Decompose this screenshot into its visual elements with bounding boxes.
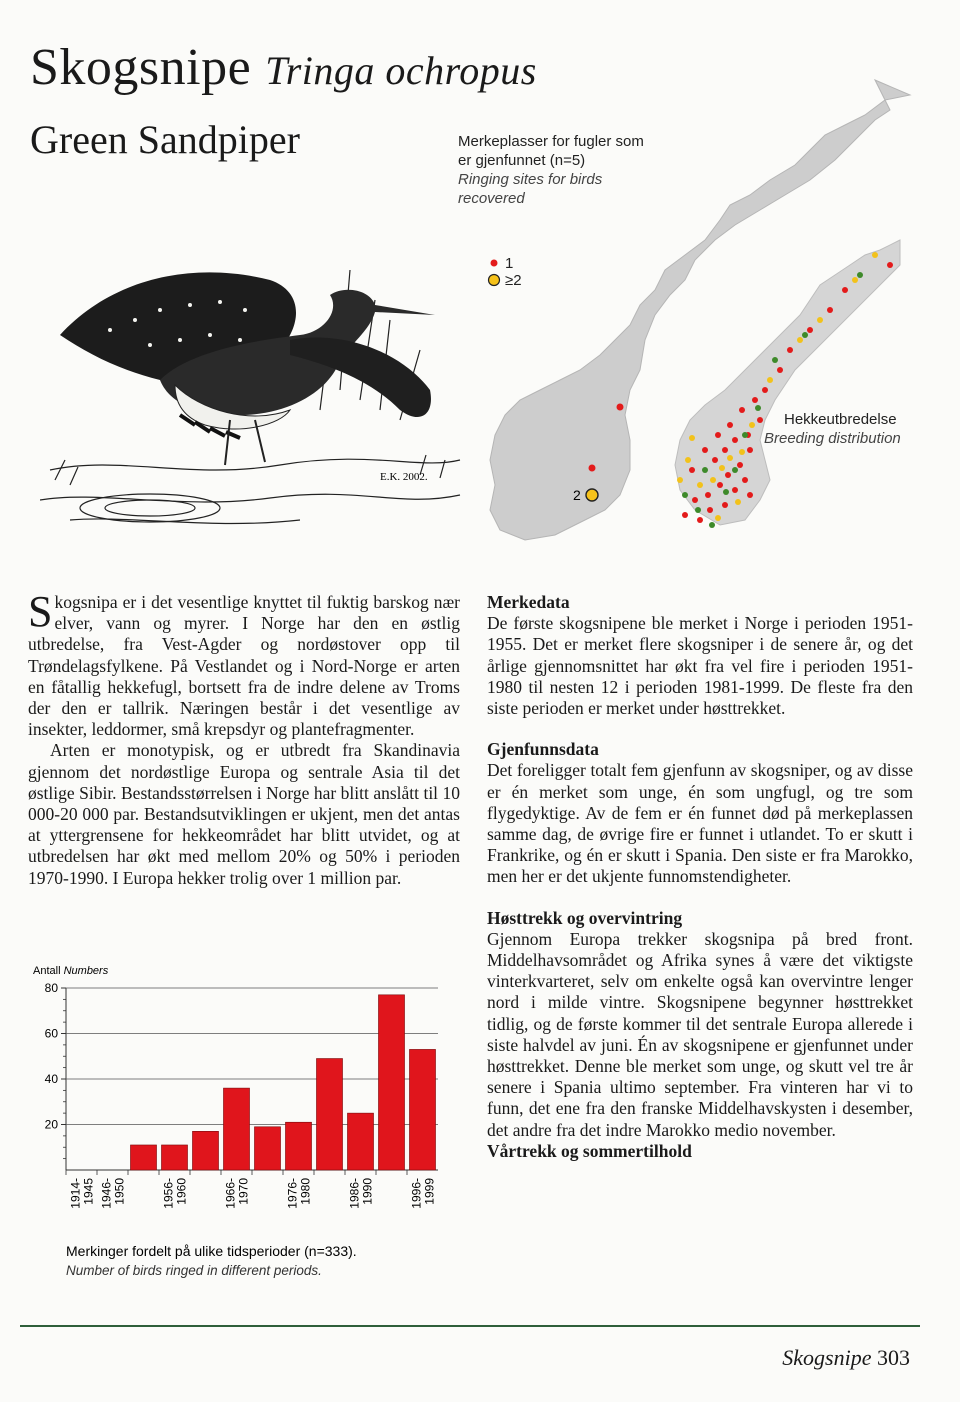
map-key-single: 1 <box>505 255 514 272</box>
species-title <box>30 38 537 101</box>
distribution-paragraph: Arten er monotypisk, og er utbredt fra Skandinavia gjennom det nordøstlige Europa og sentrale Asia til det østlige Sibir. Bestandsstørrelsen i Norge har blitt anslått til 10 000-20 000 par. Bestandsutviklingen er ukjent, men det antas at yttergrensene for hekkeområdet har blitt utvidet, og at utbredelsen har økt med mellom 20% og 50% i perioden 1970-1990. I Europa hekker trolig over 1 million par. <box>28 740 460 888</box>
chart-bar <box>285 1122 311 1170</box>
chart-xtick-label: 1950 <box>112 1178 127 1205</box>
heading-merkedata: Merkedata <box>487 592 570 612</box>
ringing-bar-chart <box>28 960 468 1290</box>
heading-gjenfunnsdata: Gjenfunnsdata <box>487 739 599 760</box>
right-text-column <box>487 592 913 1162</box>
chart-xtick-label: 1970 <box>236 1178 251 1205</box>
hosttrekk-paragraph: Gjennom Europa trekker skogsnipa på bred front. Middelhavsområdet og Afrika synes å være det viktigste vinterkvarteret, selv om enkelte også kan overvintre lenger nord i milde vintre. Skogsnipene begynner høsttrekket tidlig, og de første kommer til det sentrale Europa allerede i siste halvdel av juni. Én av skogsnipene er gjenfunnet under høsttrekket. Denne ble merket som unge, og skutt vel tre år senere i Spania ultimo september. Fra vinteren har vi to funn, det ene fra den franske Middelhavskysten i desember, det andre fra det indre Marokko medio november. <box>487 928 913 1140</box>
chart-ylabel: Antall Numbers <box>33 965 109 977</box>
page-number: 303 <box>877 1345 910 1370</box>
chart-bar <box>192 1131 218 1170</box>
title-english: Green Sandpiper <box>30 117 300 162</box>
legend-dot-multiple <box>489 275 500 286</box>
breeding-legend <box>784 410 897 429</box>
title-scientific: Tringa ochropus <box>265 48 537 93</box>
norway-breeding-map <box>675 240 900 525</box>
chart-bar <box>223 1088 249 1170</box>
chart-xtick-label: 1999 <box>422 1178 437 1205</box>
gjenfunnsdata-paragraph: Det foreligger totalt fem gjenfunn av skogsniper, og av disse er én merket som unge, én som ungfugl, og tre som flygedyktige. Av de fem er én funnet død på merkeplassen samme dag, de øvrige fire er funnet i utlandet. To er skutt i Frankrike, og én er skutt i Spania. Den siste er fra Marokko, men her er det ukjente funnomstendigheter. <box>487 760 913 887</box>
site-count-label: 2 <box>573 487 581 503</box>
intro-text: kogsnipa er i det vesentlige knyttet til fuktig barskog nær elver, vann og myrer. I Norge har den en østlig utbredelse, fra Vest-Agder og nordøstover opp til Trøndelagsfylkene. På Vestlandet og i Nord-Norge er arten en fåtallig hekkefugl, bortsett fra de indre delene av Troms der den er tallrik. Næringen består i det vesentlige av insekter, leddormer, små krepsdyr og plantefragmenter. <box>28 592 460 740</box>
chart-caption-english: Number of birds ringed in different periods. <box>66 1263 322 1278</box>
chart-ytick-label: 40 <box>44 1072 58 1086</box>
chart-xtick-label: 1990 <box>360 1178 375 1205</box>
legend-dot-single <box>491 260 498 267</box>
intro-paragraph <box>28 587 460 740</box>
illustration-signature: E.K. 2002. <box>380 471 428 483</box>
chart-caption: Merkinger fordelt på ulike tidsperioder (n=333). <box>66 1243 357 1259</box>
heading-vartrekk: Vårtrekk og sommertilhold <box>487 1140 692 1161</box>
chart-xtick-label: 1956- <box>161 1178 176 1209</box>
chart-xtick-label: 1976- <box>285 1178 300 1209</box>
breeding-legend-english: Breeding distribution <box>764 430 901 447</box>
chart-xtick-label: 1986- <box>347 1178 362 1209</box>
chart-xtick-label: 1946- <box>99 1178 114 1209</box>
chart-bar <box>161 1145 187 1170</box>
heading-hosttrekk: Høsttrekk og overvintring <box>487 907 683 928</box>
chart-ytick-label: 80 <box>44 981 58 995</box>
footer-rule <box>20 1325 920 1327</box>
chart-bar <box>378 995 404 1170</box>
page-footer <box>782 1345 910 1371</box>
chart-bar <box>347 1113 373 1170</box>
chart-xticks <box>66 1170 437 1209</box>
chart-xtick-label: 1966- <box>223 1178 238 1209</box>
chart-bar <box>316 1059 342 1170</box>
chart-xtick-label: 1914- <box>68 1178 83 1209</box>
chart-bars <box>130 995 435 1170</box>
map-legend <box>458 132 658 208</box>
breeding-legend-norwegian: Hekkeutbredelse <box>784 411 897 428</box>
chart-xtick-label: 1945 <box>81 1178 96 1205</box>
drop-cap: S <box>28 587 53 636</box>
chart-bar <box>254 1127 280 1170</box>
bird-illustration <box>40 240 470 540</box>
chart-xtick-label: 1980 <box>298 1178 313 1205</box>
chart-bar <box>409 1049 435 1170</box>
running-title: Skogsnipe <box>782 1345 872 1370</box>
breeding-legend-en-wrap <box>764 429 901 448</box>
norway-maps <box>480 40 940 560</box>
chart-xtick-label: 1996- <box>409 1178 424 1209</box>
merkedata-paragraph: De første skogsnipene ble merket i Norge i perioden 1951-1955. Det er merket flere skogsniper i de senere år, og det årlige gjennomsnittet har økt fra vel fire i perioden 1951-1980 til nesten 12 i perioden 1981-1999. De fleste fra den siste perioden er merket under høsttrekket. <box>487 613 913 719</box>
chart-ytick-label: 20 <box>44 1117 58 1132</box>
title-norwegian: Skogsnipe <box>30 39 252 96</box>
map-legend-english: Ringing sites for birds recovered <box>458 171 603 207</box>
chart-xtick-label: 1960 <box>174 1178 189 1205</box>
map-key-multiple: ≥2 <box>505 272 522 289</box>
chart-yticks <box>45 981 66 1159</box>
chart-ytick-label: 60 <box>44 1026 58 1041</box>
chart-bar <box>130 1145 156 1170</box>
left-text-column <box>28 587 460 889</box>
map-legend-norwegian: Merkeplasser for fugler som er gjenfunnet (n=5) <box>458 133 644 169</box>
